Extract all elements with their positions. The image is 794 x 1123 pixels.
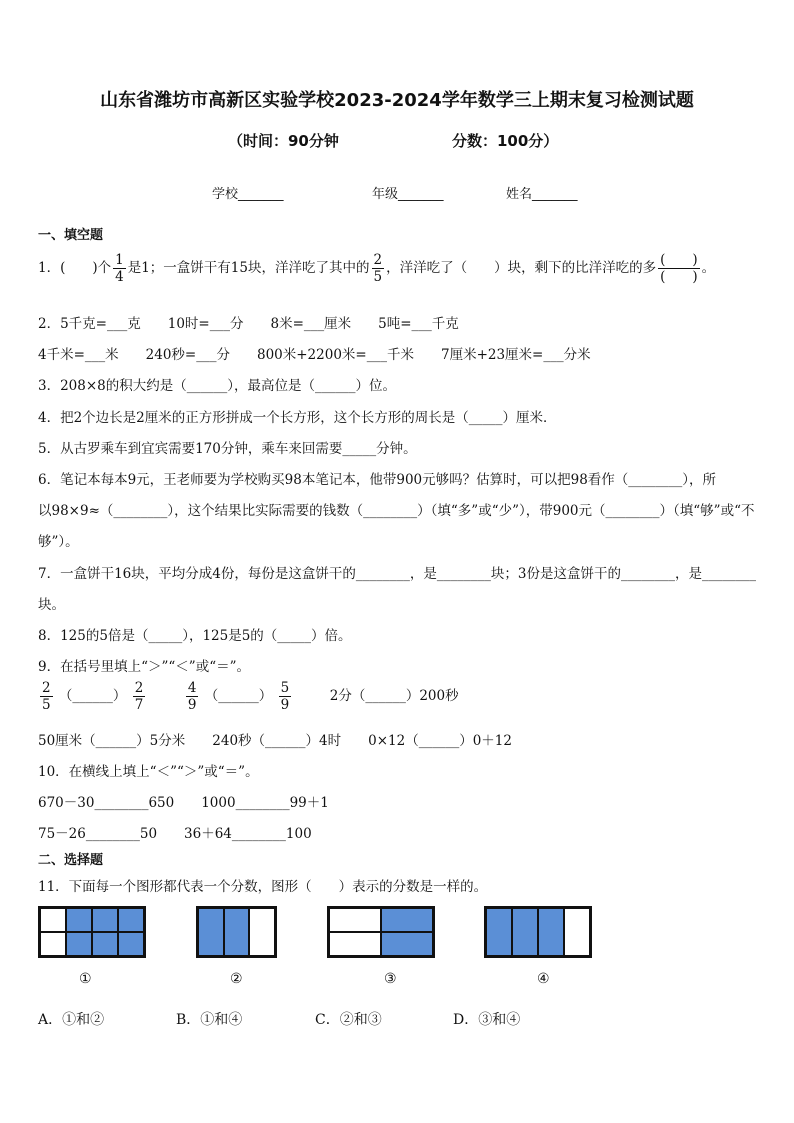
fraction-c [186,680,199,713]
figure-3 [327,906,435,958]
fraction-two-fifths [372,252,385,285]
fraction-a [40,680,53,713]
cell [249,908,275,956]
q1-text-4: 。 [701,260,716,276]
option-b[interactable]: B．①和④ [176,1012,243,1028]
figure-4 [484,906,592,958]
cell-filled [538,908,564,956]
fraction-numerator: 2 [134,680,144,696]
fraction-numerator: 2 [373,252,383,268]
fraction-denominator: 5 [42,697,51,713]
fraction-denominator: 7 [134,697,144,713]
page-title: 山东省潍坊市高新区实验学校2023-2024学年数学三上期末复习检测试题 [100,90,694,111]
fraction-numerator: 2 [42,680,51,696]
compare-blank-2: （______） [204,688,273,704]
cell [40,908,66,932]
fraction-b [133,680,146,713]
option-c[interactable]: C．②和③ [315,1012,382,1028]
figure-label-1: ① [79,971,92,987]
cell-filled [381,932,433,956]
cell-filled [92,908,118,932]
figure-label-4: ④ [537,971,550,987]
question-6-line-2: 以98×9≈（________），这个结果比实际需要的钱数（________）（填“多”或“少”），带900元（________）（填“够”或“不 [38,503,755,519]
compare-blank-1: （______） [58,688,127,704]
cell-filled [92,932,118,956]
question-2-line-1: 2．5千克=___克 10时=___分 8米=___厘米 5吨=___千克 [38,316,459,332]
question-9-row-2: 50厘米（______）5分米 240秒（______）4时 0×12（______）0＋12 [38,733,512,749]
school-field: 学校_______ [212,187,284,202]
fraction-denominator: 5 [373,269,383,285]
cell-filled [198,908,224,956]
cell [329,908,381,932]
compare-time: 2分（______）200秒 [329,688,459,704]
q1-text-2: 是1；一盒饼干有15块，洋洋吃了其中的 [127,260,370,276]
cell-filled [66,908,92,932]
question-9-row-1 [38,680,459,713]
question-10-row-1: 670－30________650 1000________99＋1 [38,795,329,811]
cell-filled [381,908,433,932]
question-9: 9．在括号里填上“＞”“＜”或“＝”。 [38,659,250,675]
score-info: 分数：100分） [452,132,559,150]
fraction-denominator: 4 [115,269,124,285]
fraction-one-quarter [113,252,126,285]
figure-2 [196,906,277,958]
question-5: 5．从古罗乘车到宜宾需要170分钟，乘车来回需要_____分钟。 [38,441,417,457]
section-choice-title: 二、选择题 [38,853,104,868]
fraction-d [279,680,292,713]
cell-filled [118,932,144,956]
fraction-denominator: 9 [187,697,197,713]
question-10-row-2: 75－26________50 36＋64________100 [38,826,312,842]
question-2-line-2: 4千米=___米 240秒=___分 800米+2200米=___千米 7厘米+23厘米=___分米 [38,347,591,363]
cell [564,908,590,956]
question-11: 11．下面每一个图形都代表一个分数，图形（ ）表示的分数是一样的。 [38,879,488,895]
name-field: 姓名_______ [506,187,578,202]
figure-label-2: ② [230,971,243,987]
cell-filled [66,932,92,956]
question-7-line-1: 7．一盒饼干16块，平均分成4份，每份是这盒饼干的________，是________块；3份是这盒饼干的________，是________ [38,566,756,582]
question-6-line-1: 6．笔记本每本9元，王老师要为学校购买98本笔记本，他带900元够吗？估算时，可以把98看作（________），所 [38,472,717,488]
fraction-numerator: 4 [187,680,197,696]
question-3: 3．208×8的积大约是（______），最高位是（______）位。 [38,378,397,394]
figure-label-3: ③ [384,971,397,987]
fraction-numerator: ( ) [660,252,698,268]
fraction-blank [658,252,700,285]
question-10: 10．在横线上填上“＜”“＞”或“＝”。 [38,764,259,780]
question-8: 8．125的5倍是（_____），125是5的（_____）倍。 [38,628,352,644]
fraction-denominator: ( ) [660,269,698,285]
q1-text-1: 1．( )个 [38,260,112,276]
section-fill-blank-title: 一、填空题 [38,228,104,243]
q1-text-3: ，洋洋吃了（ ）块，剩下的比洋洋吃的多 [386,260,657,276]
option-a[interactable]: A．①和② [38,1012,105,1028]
fraction-numerator: 1 [115,252,124,268]
question-4: 4．把2个边长是2厘米的正方形拼成一个长方形，这个长方形的周长是（_____）厘米． [38,410,557,426]
question-6-line-3: 够”）。 [38,534,79,550]
cell-filled [486,908,512,956]
cell-filled [512,908,538,956]
option-d[interactable]: D．③和④ [453,1012,521,1028]
time-info: （时间：90分钟 [228,132,339,150]
figure-1 [38,906,146,958]
grade-field: 年级_______ [372,187,444,202]
fraction-numerator: 5 [280,680,290,696]
cell-filled [224,908,250,956]
cell-filled [118,908,144,932]
cell [329,932,381,956]
question-7-line-2: 块。 [38,597,65,613]
question-1 [38,252,715,285]
fraction-denominator: 9 [280,697,290,713]
cell [40,932,66,956]
